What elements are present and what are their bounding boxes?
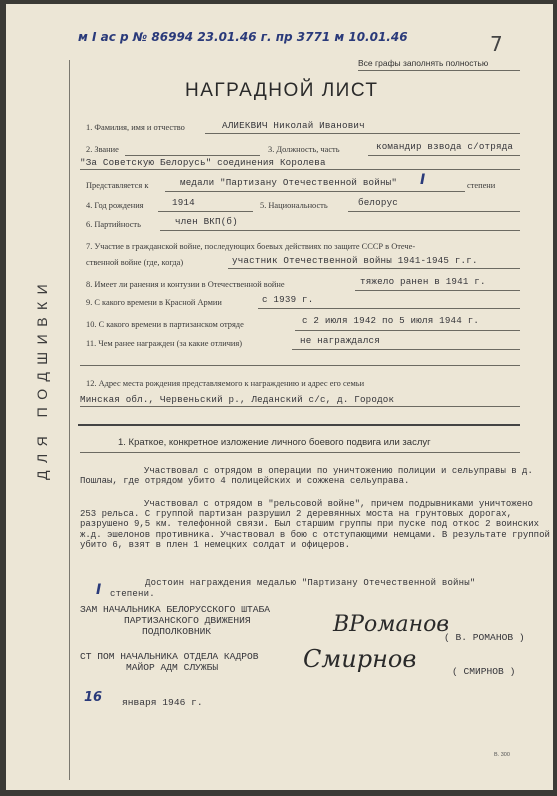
field-4-value: 1914 <box>172 197 195 208</box>
note-underline <box>358 70 520 71</box>
field-2-label: 2. Звание <box>86 145 119 154</box>
handwritten-registration: м I ас р № 86994 23.01.46 г. пр 3771 м 10.01.46 <box>78 30 408 44</box>
field-8-line <box>355 290 520 291</box>
field-3-line <box>368 155 520 156</box>
feat-degree-tail: степени. <box>110 589 155 599</box>
field-6-value: член ВКП(б) <box>175 216 238 227</box>
signer-2-signature: Смирнов <box>303 645 417 673</box>
field-1-line <box>205 133 520 134</box>
scan-border-top <box>0 0 557 4</box>
field-1-label: 1. Фамилия, имя и отчество <box>86 123 185 132</box>
sheet-number: 7 <box>490 32 503 56</box>
page-title: НАГРАДНОЙ ЛИСТ <box>185 80 379 101</box>
field-11-label: 11. Чем ранее награжден (за какие отличия) <box>86 339 243 348</box>
field-12-line <box>80 406 520 407</box>
field-10-line <box>295 330 520 331</box>
field-5-value: белорус <box>358 197 398 208</box>
signer-1-title: ЗАМ НАЧАЛЬНИКА БЕЛОРУССКОГО ШТАБА <box>80 604 270 615</box>
field-7-label-cont: ственной войне (где, когда) <box>86 258 184 267</box>
field-12-label: 12. Адрес места рождения представляемого к награждению и адрес его семьи <box>86 379 365 388</box>
signer-1-signature: ВРоманов <box>333 612 450 637</box>
presented-degree: I <box>420 172 426 188</box>
signer-1-rank: ПОДПОЛКОВНИК <box>142 626 212 637</box>
signer-1-title-2: ПАРТИЗАНСКОГО ДВИЖЕНИЯ <box>124 615 251 626</box>
field-11-line-2 <box>80 365 520 366</box>
field-10-label: 10. С какого времени в партизанском отряде <box>86 320 244 329</box>
signer-2-name: ( СМИРНОВ ) <box>452 666 516 677</box>
field-9-line <box>258 308 520 309</box>
field-9-label: 9. С какого времени в Красной Армии <box>86 298 222 307</box>
section-1-heading: 1. Краткое, конкретное изложение личного боевого подвига или заслуг <box>118 437 431 448</box>
field-7-value: участник Отечественной войны 1941-1945 г.г. <box>232 255 478 266</box>
field-10-value: с 2 июля 1942 по 5 июля 1944 г. <box>302 315 480 326</box>
field-3-line-2 <box>80 169 520 170</box>
form-code: В. 300 <box>494 752 510 758</box>
field-4-label: 4. Год рождения <box>86 201 144 210</box>
section-divider <box>78 424 520 426</box>
presented-label: Представляется к <box>86 181 149 190</box>
field-3-value-cont: "За Советскую Белорусь" соединения Королева <box>80 157 326 168</box>
date-day: 16 <box>84 690 103 705</box>
field-5-label: 5. Национальность <box>260 201 328 210</box>
presented-tail: степени <box>467 181 496 190</box>
field-8-value: тяжело ранен в 1941 г. <box>360 276 486 287</box>
signer-2-title: СТ ПОМ НАЧАЛЬНИКА ОТДЕЛА КАДРОВ <box>80 651 259 662</box>
field-1-value: АЛИЕКВИЧ Николай Иванович <box>222 120 365 131</box>
field-5-line <box>348 211 520 212</box>
field-8-label: 8. Имеет ли ранения и контузии в Отечественной войне <box>86 280 285 289</box>
feat-degree: I <box>96 582 102 598</box>
field-3-label: 3. Должность, часть <box>268 145 340 154</box>
field-7-line <box>228 268 520 269</box>
presented-line <box>165 191 465 192</box>
field-6-label: 6. Партийность <box>86 220 141 229</box>
date-rest: января 1946 г. <box>122 697 203 708</box>
scan-border-bottom <box>0 790 557 796</box>
scan-border-left <box>0 0 6 796</box>
field-11-line <box>292 349 520 350</box>
field-12-value: Минская обл., Червеньский р., Леданский с/с, д. Городок <box>80 394 395 405</box>
field-2-line <box>125 155 260 156</box>
binding-margin-label: ДЛЯ ПОДШИВКИ <box>34 276 50 480</box>
field-6-line <box>160 230 520 231</box>
signer-2-rank: МАЙОР АДМ СЛУЖБЫ <box>126 662 219 673</box>
feat-recommendation: Достоин награждения медалью "Партизану Отечественной войны" <box>145 578 476 588</box>
feat-paragraph-1: Участвовал с отрядом в операции по уничтожению полиции и сельуправы в д. Пошлаы, где отрядом убито 4 полицейских и сожжена сельуправа. <box>80 466 533 487</box>
signer-1-name: ( В. РОМАНОВ ) <box>444 632 525 643</box>
field-11-value: не награждался <box>300 335 380 346</box>
instruction-note: Все графы заполнять полностью <box>358 58 489 68</box>
field-4-line <box>158 211 253 212</box>
presented-award: медали "Партизану Отечественной войны" <box>180 177 398 188</box>
feat-paragraph-2: Участвовал с отрядом в "рельсовой войне", причем подрывниками уничтожено 253 рельса. С группой партизан разрушил 2 деревянных моста на грунтовых дорогах, разрушено 9,5 км. телефонной связи. Был старшим группы при пуске под откос 2 воинских ж.д. эшелонов противника. Участвовал в бою с отступающими немцами. В результате группой убито 6, взят в плен 1 немецких солдат и офицеров. <box>80 499 550 550</box>
field-3-value: командир взвода с/отряда <box>376 141 514 152</box>
margin-line <box>69 60 70 780</box>
section-1-line <box>80 452 520 453</box>
field-9-value: с 1939 г. <box>262 294 314 305</box>
field-7-label: 7. Участие в гражданской войне, последующих боевых действиях по защите СССР в Отече- <box>86 242 416 251</box>
scan-border-right <box>553 0 557 796</box>
